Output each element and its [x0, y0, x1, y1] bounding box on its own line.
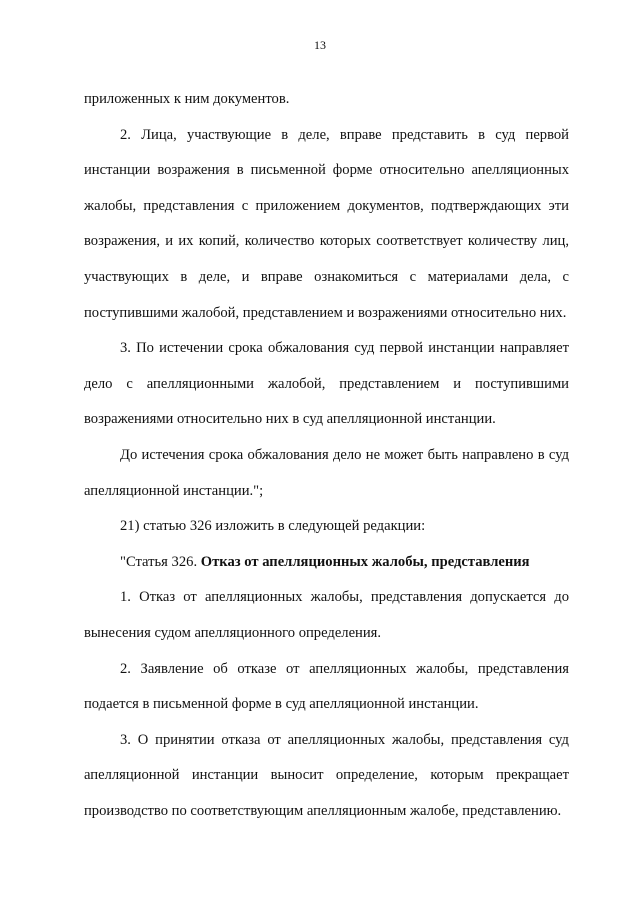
paragraph-continuation: приложенных к ним документов.	[84, 91, 290, 107]
article-paragraph-2: 2. Заявление об отказе от апелляционных жалобы, представления подается в письменной форме в суд апелляционной инстанции.	[84, 660, 569, 713]
page-number: 13	[314, 38, 326, 52]
article-heading-prefix: "Статья 326.	[120, 553, 201, 570]
document-body	[84, 82, 569, 829]
paragraph-item-2: 2. Лица, участвующие в деле, вправе представить в суд первой инстанции возражения в письменной форме относительно апелляционных жалобы, представления с приложением документов, подтверждающих эти возражения, и их копий, количество которых соответствует количеству лиц, участвующих в деле, и вправе ознакомиться с материалами дела, с поступившими жалобой, представлением и возражениями относительно них.	[84, 126, 569, 321]
paragraph-amendment-21: 21) статью 326 изложить в следующей редакции:	[120, 518, 426, 535]
article-paragraph-1: 1. Отказ от апелляционных жалобы, представления допускается до вынесения судом апелляционного определения.	[84, 589, 569, 641]
paragraph-item-3: 3. По истечении срока обжалования суд первой инстанции направляет дело с апелляционными жалобой, представлением и поступившими возражениями относительно них в суд апелляционной инстанции.	[84, 340, 569, 428]
article-paragraph-3: 3. О принятии отказа от апелляционных жалобы, представления суд апелляционной инстанции выносит определение, которым прекращает производство по соответствующим апелляционным жалобе, представлению.	[84, 731, 569, 819]
article-heading-title: Отказ от апелляционных жалобы, представления	[200, 553, 530, 570]
article-heading	[84, 545, 569, 581]
paragraph-transfer-restriction: До истечения срока обжалования дело не может быть направлено в суд апелляционной инстанции.";	[84, 446, 569, 499]
